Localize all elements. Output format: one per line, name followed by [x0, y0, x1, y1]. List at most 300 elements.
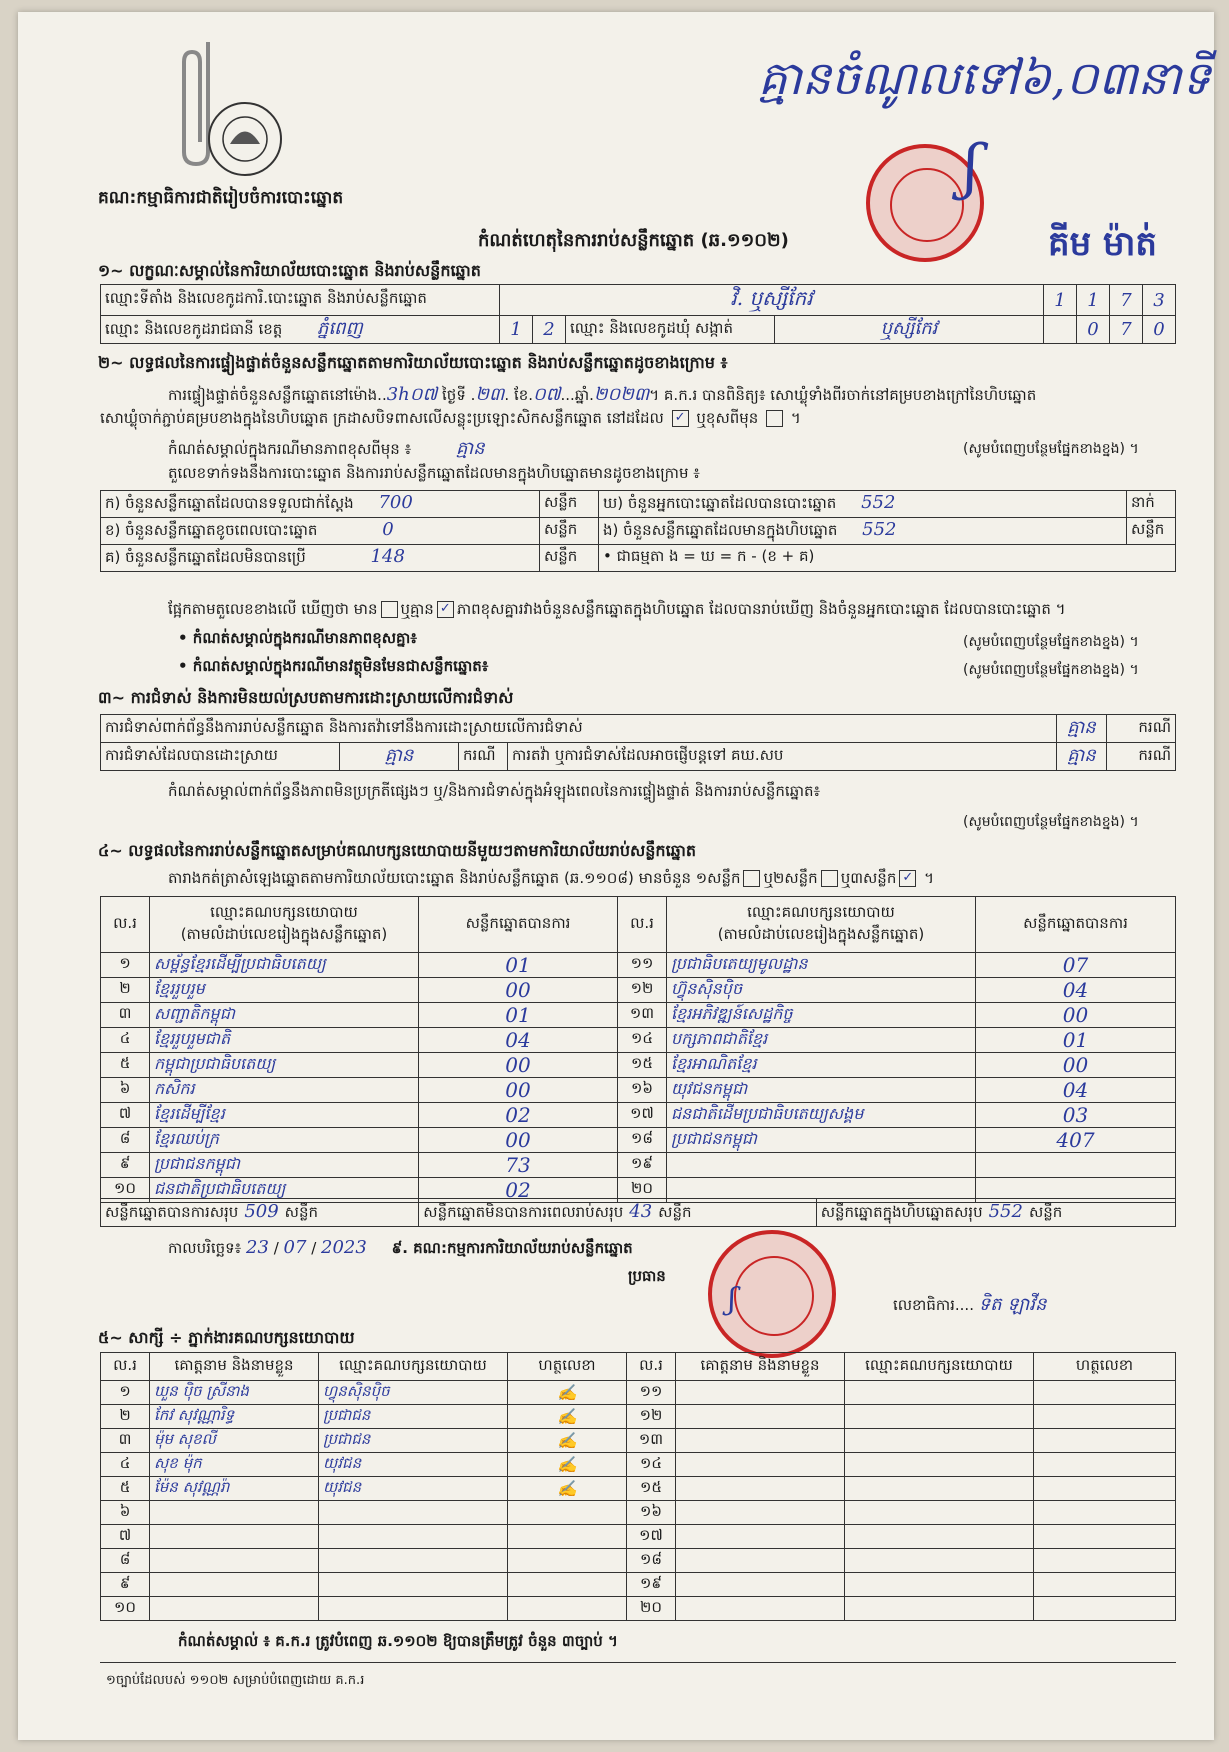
party-votes: 04 [419, 1028, 618, 1053]
party-name: ខ្មែរអភិវឌ្ឍន៍សេដ្ឋកិច្ច [667, 1003, 976, 1028]
different-checkbox[interactable] [766, 410, 783, 427]
result-no: ៣ [101, 1003, 150, 1028]
witness-party [845, 1453, 1034, 1477]
col-party-title: ឈ្មោះគណបក្សនយោបាយ [210, 902, 358, 921]
witness-no: ១៦ [627, 1501, 676, 1525]
result-row [101, 953, 1176, 978]
witness-row [101, 1573, 1176, 1597]
figure-b-value: 0 [382, 519, 394, 540]
fill-note: (សូមបំពេញបន្ថែមផ្នែកខាងខ្នង) ។ [963, 634, 1139, 650]
result-no: ៩ [101, 1153, 150, 1178]
party-votes: 00 [419, 1078, 618, 1103]
witness-no: ១២ [627, 1405, 676, 1429]
text: ឬខុសពីមុន [696, 409, 759, 427]
date-day: 23 [246, 1237, 269, 1258]
unit: សន្លឹក [540, 518, 599, 545]
witness-no: ៧ [101, 1525, 150, 1549]
total-valid [101, 1199, 419, 1227]
party-name: យុវជនកម្ពុជា [667, 1078, 976, 1103]
figure-a-value: 700 [378, 492, 413, 513]
province-value: ភ្នំពេញ [317, 318, 363, 339]
witness-row [101, 1477, 1176, 1501]
section3-heading: ៣~ ការជំទាស់ និងការមិនយល់ស្របតាមការដោះស្រាយលើការជំទាស់ [98, 688, 514, 707]
date-label: កាលបរិច្ឆេទ៖ [168, 1239, 242, 1257]
unit: ករណី [459, 743, 508, 771]
witness-table [100, 1352, 1176, 1621]
party-name: ប្រជាជនកម្ពុជា [150, 1153, 419, 1178]
witness-no: ១៥ [627, 1477, 676, 1501]
fill-note: (សូមបំពេញបន្ថែមផ្នែកខាងខ្នង) ។ [963, 441, 1139, 457]
witness-party [845, 1501, 1034, 1525]
unit: សន្លឹក [540, 545, 599, 572]
result-no: ១៨ [618, 1128, 667, 1153]
has-difference-checkbox[interactable] [381, 601, 398, 618]
three-sheet-checkbox[interactable]: ✓ [899, 870, 916, 887]
party-name [667, 1153, 976, 1178]
station-digit: 3 [1143, 285, 1176, 316]
label: ក) ចំនួនសន្លឹកឆ្នោតដែលបានទទួលជាក់ស្តែង [105, 494, 354, 512]
witness-name: ម៉ែន សុវណ្ណរ៉ា [150, 1477, 319, 1501]
party-name: ជនជាតិប្រជាធិបតេយ្យ [150, 1178, 419, 1203]
witness-party: ប្រជាជន [319, 1405, 508, 1429]
party-name: សម្ព័ន្ធខ្មែរដើម្បីប្រជាធិបតេយ្យ [150, 953, 419, 978]
witness-no: ៥ [101, 1477, 150, 1501]
party-name: ប្រជាធិបតេយ្យមូលដ្ឋាន [667, 953, 976, 978]
result-no: ១០ [101, 1178, 150, 1203]
witness-no: ២០ [627, 1597, 676, 1621]
document-page [18, 12, 1214, 1740]
figures-table [100, 490, 1176, 572]
witness-name [150, 1573, 319, 1597]
province-label-text: ឈ្មោះ និងលេខកូដរាជធានី ខេត្ត [105, 320, 283, 338]
col-name: គោត្តនាម និងនាមខ្លួន [150, 1353, 319, 1381]
witness-signature [1034, 1453, 1176, 1477]
figure-d [599, 491, 1127, 518]
station-value: វិ. ឬស្សីកែវ [500, 285, 1044, 316]
commune-label: ឈ្មោះ និងលេខកូដឃុំ សង្កាត់ [566, 316, 775, 344]
result-row [101, 1078, 1176, 1103]
empty-cell [1044, 316, 1077, 344]
witness-row [101, 1549, 1176, 1573]
result-no: ១៣ [618, 1003, 667, 1028]
verify-month: ០៧ [533, 384, 561, 405]
witness-row [101, 1453, 1176, 1477]
witness-signature [508, 1597, 627, 1621]
party-votes: 00 [419, 1053, 618, 1078]
result-no: ៦ [101, 1078, 150, 1103]
party-votes: 01 [976, 1028, 1176, 1053]
text: ឬ២សន្លឹក [763, 869, 818, 887]
emblem-icon [210, 104, 280, 174]
party-name: សញ្ជាតិកម្ពុជា [150, 1003, 419, 1028]
totals-table [100, 1198, 1176, 1227]
witness-party [319, 1597, 508, 1621]
witness-signature [1034, 1573, 1176, 1597]
committee-label: ៩. គណ:កម្មការការិយាល័យរាប់សន្លឹកឆ្នោត [391, 1239, 633, 1257]
witness-party [319, 1549, 508, 1573]
two-sheet-checkbox[interactable] [821, 870, 838, 887]
witness-row [101, 1597, 1176, 1621]
col-votes: សន្លឹកឆ្នោតបានការ [419, 897, 618, 953]
result-row [101, 978, 1176, 1003]
party-name: ខ្មែរដើម្បីខ្មែរ [150, 1103, 419, 1128]
text: . ខែ. [504, 386, 533, 404]
text: ...ឆ្នាំ. [560, 386, 594, 404]
witness-party [319, 1525, 508, 1549]
witness-party [845, 1429, 1034, 1453]
witness-body [101, 1381, 1176, 1621]
witness-no: ១៨ [627, 1549, 676, 1573]
handwritten-name: គីម ម៉ាត់ [1048, 224, 1157, 264]
result-no: ២០ [618, 1178, 667, 1203]
one-sheet-checkbox[interactable] [743, 870, 760, 887]
result-row [101, 1028, 1176, 1053]
party-votes: 04 [976, 1078, 1176, 1103]
section2-heading: ២~ លទ្ធផលនៃការផ្ទៀងផ្ទាត់ចំនួនសន្លឹកឆ្នោតតាមការិយាល័យបោះឆ្នោត និងរាប់សន្លឹកឆ្នោតដូចខាងក្រោម ៖ [98, 353, 728, 372]
witness-party: យុវជន [319, 1477, 508, 1501]
text: កំណត់សម្គាល់ក្នុងករណីមានភាពខុសពីមុន ៖ [168, 440, 412, 458]
witness-signature [1034, 1381, 1176, 1405]
station-digit: 1 [1044, 285, 1077, 316]
complaints-value: គ្មាន [1056, 715, 1106, 743]
witness-name [676, 1477, 845, 1501]
witness-party [845, 1405, 1034, 1429]
commune-digit: 7 [1110, 316, 1143, 344]
difference-statement [168, 600, 1066, 622]
witness-signature [1034, 1597, 1176, 1621]
date-line: កាលបរិច្ឆេទ៖ 23 / 07 / 2023 ៩. គណ:កម្មការការិយាល័យរាប់សន្លឹកឆ្នោត [168, 1237, 633, 1258]
text: ការផ្ទៀងផ្ទាត់ចំនួនសន្លឹកឆ្នោតនៅម៉ោង.. [168, 386, 387, 404]
unit: សន្លឹក [540, 491, 599, 518]
party-votes: 01 [419, 953, 618, 978]
result-row [101, 1128, 1176, 1153]
result-no: ១៤ [618, 1028, 667, 1053]
witness-name [676, 1381, 845, 1405]
text: តារាងកត់ត្រាសំឡេងឆ្នោតតាមការិយាល័យបោះឆ្នោត និងរាប់សន្លឹកឆ្នោត (ឆ.១១០៨) មានចំនួន ១សន្លឹក [168, 869, 741, 887]
unit: សន្លឹក [1028, 1202, 1063, 1221]
witness-party [319, 1501, 508, 1525]
witness-name: សុខ ម៉ុក [150, 1453, 319, 1477]
witness-no: ៣ [101, 1429, 150, 1453]
party-name: ខ្មែររួបរួម [150, 978, 419, 1003]
witness-party [845, 1381, 1034, 1405]
col-party-title: ឈ្មោះគណបក្សនយោបាយ [747, 902, 895, 921]
section1-table [100, 284, 1176, 344]
page-title: កំណត់ហេតុនៃការរាប់សន្លឹកឆ្នោត (ឆ.១១០២) [478, 230, 789, 251]
text: ផ្អែកតាមតួលេខខាងលើ ឃើញថា មាន [168, 600, 378, 618]
witness-signature: ✍ [508, 1429, 627, 1453]
difference-note [168, 436, 485, 463]
col-no: ល.រ [101, 897, 150, 953]
secretary-label: លេខាធិការ [893, 1296, 955, 1314]
fill-note: (សូមបំពេញបន្ថែមផ្នែកខាងខ្នង) ។ [963, 662, 1139, 678]
label: ង) ចំនួនសន្លឹកឆ្នោតដែលមានក្នុងហិបឆ្នោត [603, 521, 838, 539]
verify-day: ២៣ [475, 384, 505, 405]
nec-emblem [208, 102, 282, 176]
witness-no: ៩ [101, 1573, 150, 1597]
witness-no: ១០ [101, 1597, 150, 1621]
result-row [101, 1003, 1176, 1028]
witness-name [676, 1549, 845, 1573]
org-name: គណ:កម្មាធិការជាតិរៀបចំការបោះឆ្នោត [98, 188, 344, 208]
text: សោឃ្លុំចាក់ភ្ជាប់គម្របខាងក្នុងនៃហិបឆ្នោត ក្រដាសបិទពាសលើសន្លុះប្រឡោះសិកសន្លឹកឆ្នោត នៅដដែល [100, 409, 664, 427]
label: គ) ចំនួនសន្លឹកឆ្នោតដែលមិនបានប្រើ [105, 548, 306, 566]
no-difference-checkbox[interactable]: ✓ [437, 601, 454, 618]
unit: នាក់ [1127, 491, 1176, 518]
result-no: ១៧ [618, 1103, 667, 1128]
col-party [150, 897, 419, 953]
col-votes: សន្លឹកឆ្នោតបានការ [976, 897, 1176, 953]
col-no: ល.រ [627, 1353, 676, 1381]
figure-e-value: 552 [862, 519, 897, 540]
tally-intro: តារាងកត់ត្រាសំឡេងឆ្នោតតាមការិយាល័យបោះឆ្នោត និងរាប់សន្លឹកឆ្នោត (ឆ.១១០៨) មានចំនួន ១សន្លឹក ឬ២សន្លឹក ឬ៣សន្លឹក ✓ ។ [168, 869, 935, 887]
witness-no: ១៣ [627, 1429, 676, 1453]
result-no: ៨ [101, 1128, 150, 1153]
witness-row [101, 1501, 1176, 1525]
party-name: ខ្មែរអាណិតខ្មែរ [667, 1053, 976, 1078]
witness-row [101, 1429, 1176, 1453]
figure-e [599, 518, 1127, 545]
result-no: ៧ [101, 1103, 150, 1128]
results-body [101, 953, 1176, 1203]
col-party: ឈ្មោះគណបក្សនយោបាយ [319, 1353, 508, 1381]
party-votes: 00 [976, 1053, 1176, 1078]
province-digit: 1 [500, 316, 533, 344]
col-party: ឈ្មោះគណបក្សនយោបាយ [845, 1353, 1034, 1381]
footer-divider [100, 1662, 1176, 1663]
party-votes: 00 [419, 978, 618, 1003]
figure-d-value: 552 [861, 492, 896, 513]
witness-signature [508, 1549, 627, 1573]
witness-party: ប្រជាជន [319, 1429, 508, 1453]
witness-name [150, 1597, 319, 1621]
chair-label: ប្រធាន [628, 1267, 666, 1285]
party-name: កសិករ [150, 1078, 419, 1103]
col-party [667, 897, 976, 953]
col-name: គោត្តនាម និងនាមខ្លួន [676, 1353, 845, 1381]
witness-name [676, 1525, 845, 1549]
witness-no: ១៤ [627, 1453, 676, 1477]
irregularity-note: កំណត់សម្គាល់ពាក់ព័ន្ធនឹងភាពមិនប្រក្រតីផ្សេងៗ ឬ/និងការជំទាស់ក្នុងអំឡុងពេលនៃការផ្ទៀងផ្ទាត់ និងការរាប់សន្លឹកឆ្នោត៖ [168, 782, 821, 800]
witness-signature [508, 1573, 627, 1597]
witness-name [676, 1597, 845, 1621]
text: ឬគ្មាន [400, 600, 434, 618]
figure-c [101, 545, 540, 572]
party-name: ជនជាតិដើមប្រជាធិបតេយ្យសង្គម [667, 1103, 976, 1128]
result-no: ១២ [618, 978, 667, 1003]
witness-no: ២ [101, 1405, 150, 1429]
section5-heading: ៥~ សាក្សី ÷ ភ្នាក់ងារគណបក្សនយោបាយ [98, 1328, 355, 1347]
figures-intro: តួលេខទាក់ទងនឹងការបោះឆ្នោត និងការរាប់សន្លឹកឆ្នោតដែលមានក្នុងហិបឆ្នោតមានដូចខាងក្រោម ៖ [168, 464, 700, 482]
province-label [101, 316, 500, 344]
party-votes: 407 [976, 1128, 1176, 1153]
party-votes: 00 [976, 1003, 1176, 1028]
party-name: ខ្មែររួបរួមជាតិ [150, 1028, 419, 1053]
witness-name [676, 1573, 845, 1597]
witness-no: ១៩ [627, 1573, 676, 1597]
result-no: ១៩ [618, 1153, 667, 1178]
party-votes: 07 [976, 953, 1176, 978]
resolved-label: ការជំទាស់ដែលបានដោះស្រាយ [101, 743, 340, 771]
col-sign: ហត្ថលេខា [508, 1353, 627, 1381]
verify-year: ២០២៣ [593, 384, 650, 405]
witness-signature: ✍ [508, 1453, 627, 1477]
witness-party [845, 1525, 1034, 1549]
station-label: ឈ្មោះទីតាំង និងលេខកូដការិ.បោះឆ្នោត និងរាប់សន្លឹកឆ្នោត [101, 285, 500, 316]
result-no: ៤ [101, 1028, 150, 1053]
total-box-value: 552 [988, 1200, 1023, 1222]
witness-signature [1034, 1501, 1176, 1525]
commune-digit: 0 [1143, 316, 1176, 344]
handwritten-top-note: គ្មានចំណូលទៅ៦,០៣នាទី [758, 51, 1211, 105]
witness-signature [508, 1501, 627, 1525]
secretary-name: ទិត ឡាវីន [978, 1294, 1047, 1315]
result-no: ១ [101, 953, 150, 978]
bullet-difference: • កំណត់សម្គាល់ក្នុងករណីមានភាពខុសគ្នា៖ [178, 629, 417, 647]
label: សន្លឹកឆ្នោតបានការសរុប [105, 1202, 239, 1221]
witness-party: ហ្វុនស៊ិនប៉ិច [319, 1381, 508, 1405]
result-no: ៥ [101, 1053, 150, 1078]
witness-party [845, 1477, 1034, 1501]
unit: សន្លឹក [1127, 518, 1176, 545]
date-month: 07 [283, 1237, 307, 1258]
result-no: ១៥ [618, 1053, 667, 1078]
witness-name [150, 1549, 319, 1573]
text: ភាពខុសគ្នារវាងចំនួនសន្លឹកឆ្នោតក្នុងហិបឆ្នោត ដែលបានរាប់ឃើញ និងចំនួនអ្នកបោះឆ្នោត ដែលបានបោះឆ្នោត ។ [456, 600, 1066, 618]
signature-top: ʃ [963, 132, 980, 202]
difference-value: គ្មាន [455, 438, 485, 459]
witness-name [676, 1453, 845, 1477]
same-checkbox[interactable]: ✓ [672, 410, 689, 427]
unit: សន្លឹក [284, 1202, 318, 1221]
witness-no: ៤ [101, 1453, 150, 1477]
col-party-sub: (តាមលំដាប់លេខរៀងក្នុងសន្លឹកឆ្នោត) [180, 924, 388, 943]
party-votes: 03 [976, 1103, 1176, 1128]
section4-heading: ៤~ លទ្ធផលនៃការរាប់សន្លឹកឆ្នោតសម្រាប់គណបក្សនយោបាយនីមួយៗតាមការិយាល័យរាប់សន្លឹកឆ្នោត [98, 841, 697, 860]
resolved-value: គ្មាន [340, 743, 459, 771]
witness-name: ម៉ុម សុខលី [150, 1429, 319, 1453]
figure-c-value: 148 [370, 546, 405, 567]
witness-party [845, 1597, 1034, 1621]
witness-name [676, 1501, 845, 1525]
witness-row [101, 1525, 1176, 1549]
party-votes: 73 [419, 1153, 618, 1178]
chair-signature: ʃ [728, 1282, 737, 1317]
col-party-sub: (តាមលំដាប់លេខរៀងក្នុងសន្លឹកឆ្នោត) [717, 924, 925, 943]
witness-party [319, 1573, 508, 1597]
col-no: ល.រ [101, 1353, 150, 1381]
result-no: ២ [101, 978, 150, 1003]
witness-signature [508, 1525, 627, 1549]
party-name: ហ៊្វុនស៊ិនប៉ិច [667, 978, 976, 1003]
bottom-note: កំណត់សម្គាល់ ៖ គ.ក.រ ត្រូវបំពេញ ឆ.១១០២ ឱ្យបានត្រឹមត្រូវ ចំនួន ៣ច្បាប់ ។ [178, 1632, 618, 1650]
witness-signature [1034, 1405, 1176, 1429]
section1-heading: ១~ លក្ខណៈសម្គាល់នៃការិយាល័យបោះឆ្នោត និងរាប់សន្លឹកឆ្នោត [98, 261, 481, 280]
station-digit: 7 [1110, 285, 1143, 316]
witness-signature [1034, 1477, 1176, 1501]
witness-row [101, 1381, 1176, 1405]
witness-signature [1034, 1525, 1176, 1549]
label: សន្លឹកឆ្នោតមិនបានការពេលរាប់សរុប [423, 1202, 624, 1221]
text: ថ្ងៃទី . [437, 386, 476, 404]
witness-signature: ✍ [508, 1477, 627, 1501]
formula: • ជាធម្មតា ង = ឃ = ក - (ខ + គ) [599, 545, 1176, 572]
forwarded-label: ការតវ៉ា ឬការជំទាស់ដែលអាចផ្ញើបន្តទៅ គឃ.សប [508, 743, 1057, 771]
witness-name: ឃួន ប៉ិច ស្រីនាង [150, 1381, 319, 1405]
witness-no: ១៧ [627, 1525, 676, 1549]
label: ឃ) ចំនួនអ្នកបោះឆ្នោតដែលបានបោះឆ្នោត [603, 494, 837, 512]
footer-text: ១ច្បាប់ដែលបស់ ១១០២ សម្រាប់បំពេញដោយ គ.ក.រ [106, 1673, 365, 1688]
bullet-non-ballot: • កំណត់សម្គាល់ក្នុងករណីមានវត្ថុមិនមែនជាសន្លឹកឆ្នោត៖ [178, 657, 489, 675]
figure-a [101, 491, 540, 518]
secretary: លេខាធិការ.... ទិត ឡាវីន [893, 1294, 1047, 1315]
witness-name [676, 1429, 845, 1453]
result-no: ១១ [618, 953, 667, 978]
party-name: កម្ពុជាប្រជាធិបតេយ្យ [150, 1053, 419, 1078]
text: ឬ៣សន្លឹក [840, 869, 897, 887]
col-no: ល.រ [618, 897, 667, 953]
verify-time: 3h០៧ [386, 384, 438, 405]
label: សន្លឹកឆ្នោតក្នុងហិបឆ្នោតសរុប [820, 1202, 983, 1221]
witness-signature: ✍ [508, 1381, 627, 1405]
party-votes: 04 [976, 978, 1176, 1003]
witness-signature [1034, 1429, 1176, 1453]
verification-paragraph [168, 382, 1036, 409]
unit: ករណី [1107, 743, 1176, 771]
witness-name: កែវ សុវណ្ណារិទ្ធ [150, 1405, 319, 1429]
witness-party: យុវជន [319, 1453, 508, 1477]
witness-name [150, 1501, 319, 1525]
text: ។ គ.ក.រ បានពិនិត្យ៖ សោឃ្លុំទាំងពីរចាក់នៅគម្របខាងក្រៅនៃហិបឆ្នោត [649, 386, 1037, 404]
result-row [101, 1053, 1176, 1078]
witness-party [845, 1573, 1034, 1597]
witness-no: ១១ [627, 1381, 676, 1405]
date-year: 2023 [321, 1237, 367, 1258]
unit: សន្លឹក [658, 1202, 692, 1221]
verification-paragraph-2: សោឃ្លុំចាក់ភ្ជាប់គម្របខាងក្នុងនៃហិបឆ្នោត ក្រដាសបិទពាសលើសន្លុះប្រឡោះសិកសន្លឹកឆ្នោត នៅដដែល ✓ ឬខុសពីមុន ។ [100, 409, 801, 427]
witness-signature: ✍ [508, 1405, 627, 1429]
result-row [101, 1153, 1176, 1178]
party-name: បក្សភាពជាតិខ្មែរ [667, 1028, 976, 1053]
witness-no: ៦ [101, 1501, 150, 1525]
party-name: ប្រជាជនកម្ពុជា [667, 1128, 976, 1153]
result-no: ១៦ [618, 1078, 667, 1103]
label: ខ) ចំនួនសន្លឹកឆ្នោតខូចពេលបោះឆ្នោត [105, 521, 318, 539]
complaints-table [100, 714, 1176, 771]
province-digit: 2 [533, 316, 566, 344]
figure-b [101, 518, 540, 545]
unit: ករណី [1107, 715, 1176, 743]
total-valid-value: 509 [244, 1200, 279, 1222]
complaints-label: ការជំទាស់ពាក់ព័ន្ធនឹងការរាប់សន្លឹកឆ្នោត និងការតវ៉ាទៅនឹងការដោះស្រាយលើការជំទាស់ [101, 715, 1057, 743]
total-invalid [419, 1199, 816, 1227]
witness-party [845, 1549, 1034, 1573]
total-box [816, 1199, 1175, 1227]
witness-name [676, 1405, 845, 1429]
witness-no: ១ [101, 1381, 150, 1405]
results-table [100, 896, 1176, 1203]
station-digit: 1 [1077, 285, 1110, 316]
commune-digit: 0 [1077, 316, 1110, 344]
col-sign: ហត្ថលេខា [1034, 1353, 1176, 1381]
party-votes: 02 [419, 1103, 618, 1128]
party-votes [976, 1153, 1176, 1178]
party-votes: 01 [419, 1003, 618, 1028]
fill-note: (សូមបំពេញបន្ថែមផ្នែកខាងខ្នង) ។ [963, 814, 1139, 830]
result-row [101, 1103, 1176, 1128]
commune-value: ឬស្សីកែវ [775, 316, 1044, 344]
forwarded-value: គ្មាន [1056, 743, 1106, 771]
